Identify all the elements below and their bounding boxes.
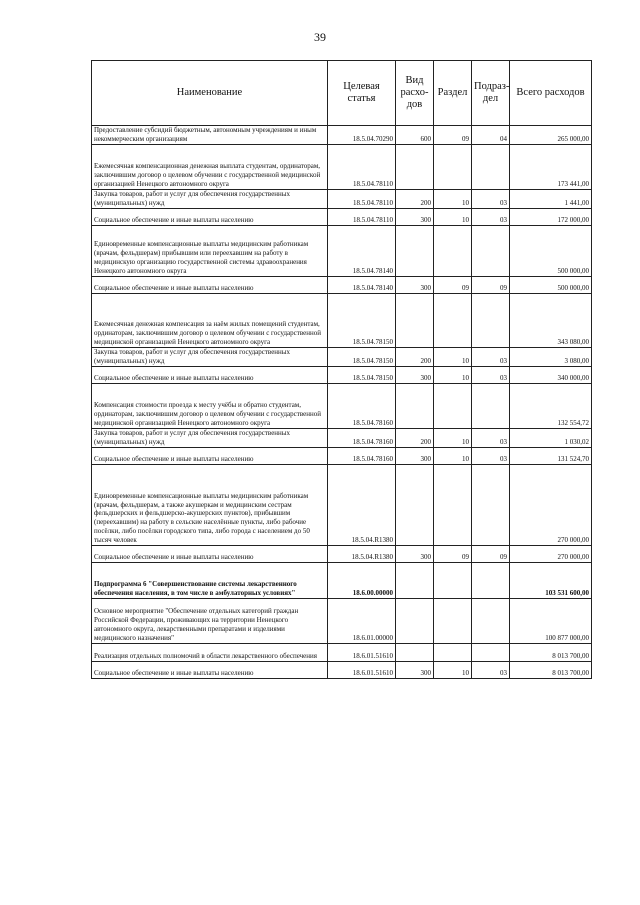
- cell-podrazdel: [472, 293, 510, 347]
- table-row: [92, 383, 592, 428]
- cell-total: 500 000,00: [510, 225, 592, 276]
- table-body: [92, 126, 592, 679]
- header-vid: Вид расхо-дов: [396, 61, 434, 126]
- cell-podrazdel: 04: [472, 126, 510, 145]
- cell-podrazdel: [472, 562, 510, 598]
- cell-code: 18.5.04.78160: [328, 383, 396, 428]
- cell-vid: [396, 293, 434, 347]
- header-total: Всего расходов: [510, 61, 592, 126]
- cell-total: 270 000,00: [510, 545, 592, 562]
- cell-code: 18.5.04.R1380: [328, 464, 396, 545]
- cell-podrazdel: 09: [472, 276, 510, 293]
- cell-razdel: [434, 562, 472, 598]
- cell-razdel: 09: [434, 545, 472, 562]
- cell-total: 131 524,70: [510, 447, 592, 464]
- page-number: 39: [314, 30, 326, 44]
- table-row: [92, 208, 592, 225]
- cell-name: Подпрограмма 6 "Совершенствование системы лекарственного обеспечения населения, в том числе в амбулаторных условиях": [92, 562, 328, 598]
- cell-podrazdel: [472, 464, 510, 545]
- cell-name: Закупка товаров, работ и услуг для обеспечения государственных (муниципальных) нужд: [92, 347, 328, 366]
- cell-code: 18.6.01.00000: [328, 598, 396, 643]
- cell-podrazdel: [472, 144, 510, 189]
- cell-name: Социальное обеспечение и иные выплаты населению: [92, 276, 328, 293]
- table-row: [92, 464, 592, 545]
- cell-name: Социальное обеспечение и иные выплаты населению: [92, 661, 328, 678]
- table-row: [92, 293, 592, 347]
- cell-name: Единовременные компенсационные выплаты медицинским работникам (врачам, фельдшерам, а также акушеркам и медицинским сестрам фельдшерских и фельдшерско-акушерских пунктов), прибывшим (переехавшим) на работу в сельские населённые пункты, либо рабочие посёлки, либо посёлки городского типа, либо города с населением до 50 тысяч человек: [92, 464, 328, 545]
- cell-vid: 200: [396, 428, 434, 447]
- cell-vid: 200: [396, 347, 434, 366]
- cell-code: 18.6.00.00000: [328, 562, 396, 598]
- cell-total: 343 080,00: [510, 293, 592, 347]
- cell-total: 1 441,00: [510, 189, 592, 208]
- cell-total: 340 000,00: [510, 366, 592, 383]
- cell-razdel: [434, 293, 472, 347]
- cell-name: Ежемесячная компенсационная денежная выплата студентам, ординаторам, заключившим договор о целевом обучении с государственной медицинской организацией Ненецкого автономного округа: [92, 144, 328, 189]
- cell-razdel: 10: [434, 428, 472, 447]
- cell-vid: [396, 598, 434, 643]
- cell-razdel: 10: [434, 189, 472, 208]
- table-row: [92, 447, 592, 464]
- table-row: [92, 144, 592, 189]
- cell-code: 18.5.04.78140: [328, 225, 396, 276]
- cell-vid: [396, 383, 434, 428]
- cell-razdel: 09: [434, 276, 472, 293]
- cell-vid: [396, 464, 434, 545]
- table-row: [92, 661, 592, 678]
- cell-razdel: 10: [434, 447, 472, 464]
- cell-total: 103 531 600,00: [510, 562, 592, 598]
- cell-name: Ежемесячная денежная компенсация за наём жилых помещений студентам, ординаторам, заключившим договор о целевом обучении с государственной медицинской организацией Ненецкого автономного округа: [92, 293, 328, 347]
- table-row: [92, 598, 592, 643]
- cell-podrazdel: [472, 225, 510, 276]
- table-row: [92, 562, 592, 598]
- table-row: [92, 126, 592, 145]
- cell-name: Реализация отдельных полномочий в области лекарственного обеспечения: [92, 643, 328, 661]
- cell-total: 100 877 000,00: [510, 598, 592, 643]
- cell-total: 132 554,72: [510, 383, 592, 428]
- cell-name: Основное мероприятие "Обеспечение отдельных категорий граждан Российской Федерации, проживающих на территории Ненецкого автономного округа, лекарственными препаратами и изделиями медицинского назначения": [92, 598, 328, 643]
- cell-podrazdel: 03: [472, 208, 510, 225]
- cell-name: Закупка товаров, работ и услуг для обеспечения государственных (муниципальных) нужд: [92, 189, 328, 208]
- cell-code: 18.6.01.51610: [328, 643, 396, 661]
- cell-code: 18.5.04.78150: [328, 347, 396, 366]
- cell-vid: 300: [396, 447, 434, 464]
- cell-podrazdel: 03: [472, 347, 510, 366]
- cell-total: 8 013 700,00: [510, 643, 592, 661]
- cell-vid: 300: [396, 366, 434, 383]
- cell-razdel: 10: [434, 661, 472, 678]
- cell-total: 1 030,02: [510, 428, 592, 447]
- table-row: [92, 276, 592, 293]
- cell-razdel: 10: [434, 347, 472, 366]
- cell-code: 18.5.04.78140: [328, 276, 396, 293]
- cell-podrazdel: [472, 643, 510, 661]
- cell-total: 270 000,00: [510, 464, 592, 545]
- cell-total: 500 000,00: [510, 276, 592, 293]
- cell-name: Единовременные компенсационные выплаты медицинским работникам (врачам, фельдшерам) прибывшим или переехавшим на работу в медицинскую организацию государственной системы здравоохранения Ненецкого автономного округа: [92, 225, 328, 276]
- table-header: [92, 61, 592, 126]
- cell-podrazdel: [472, 383, 510, 428]
- cell-vid: 300: [396, 208, 434, 225]
- cell-razdel: [434, 643, 472, 661]
- cell-vid: 300: [396, 661, 434, 678]
- cell-vid: 300: [396, 276, 434, 293]
- cell-podrazdel: 03: [472, 189, 510, 208]
- cell-name: Предоставление субсидий бюджетным, автономным учреждениям и иным некоммерческим организациям: [92, 126, 328, 145]
- cell-podrazdel: [472, 598, 510, 643]
- cell-vid: 300: [396, 545, 434, 562]
- table-row: [92, 428, 592, 447]
- cell-podrazdel: 09: [472, 545, 510, 562]
- header-razdel: Раздел: [434, 61, 472, 126]
- cell-podrazdel: 03: [472, 428, 510, 447]
- cell-name: Социальное обеспечение и иные выплаты населению: [92, 208, 328, 225]
- cell-podrazdel: 03: [472, 447, 510, 464]
- cell-total: 265 000,00: [510, 126, 592, 145]
- cell-code: 18.5.04.78110: [328, 208, 396, 225]
- header-podrazdel: Подраз-дел: [472, 61, 510, 126]
- cell-razdel: [434, 598, 472, 643]
- table-row: [92, 189, 592, 208]
- cell-razdel: 10: [434, 366, 472, 383]
- table-row: [92, 545, 592, 562]
- cell-name: Закупка товаров, работ и услуг для обеспечения государственных (муниципальных) нужд: [92, 428, 328, 447]
- table-row: [92, 643, 592, 661]
- cell-name: Социальное обеспечение и иные выплаты населению: [92, 366, 328, 383]
- cell-code: 18.6.01.51610: [328, 661, 396, 678]
- table-row: [92, 225, 592, 276]
- cell-code: 18.5.04.78160: [328, 428, 396, 447]
- cell-code: 18.5.04.78110: [328, 189, 396, 208]
- cell-total: 173 441,00: [510, 144, 592, 189]
- table-row: [92, 347, 592, 366]
- cell-podrazdel: 03: [472, 661, 510, 678]
- header-name: Наименование: [92, 61, 328, 126]
- header-code: Целевая статья: [328, 61, 396, 126]
- cell-razdel: [434, 383, 472, 428]
- cell-vid: 200: [396, 189, 434, 208]
- cell-vid: [396, 225, 434, 276]
- cell-code: 18.5.04.R1380: [328, 545, 396, 562]
- cell-razdel: [434, 144, 472, 189]
- cell-code: 18.5.04.78160: [328, 447, 396, 464]
- cell-total: 3 080,00: [510, 347, 592, 366]
- cell-razdel: 09: [434, 126, 472, 145]
- cell-name: Социальное обеспечение и иные выплаты населению: [92, 447, 328, 464]
- table-row: [92, 366, 592, 383]
- cell-name: Компенсация стоимости проезда к месту учёбы и обратно студентам, ординаторам, заключившим договор о целевом обучении с государственной медицинской организацией Ненецкого автономного округа: [92, 383, 328, 428]
- cell-razdel: [434, 225, 472, 276]
- cell-razdel: [434, 464, 472, 545]
- cell-vid: 600: [396, 126, 434, 145]
- budget-table: [91, 60, 592, 679]
- cell-code: 18.5.04.70290: [328, 126, 396, 145]
- cell-vid: [396, 144, 434, 189]
- cell-code: 18.5.04.78110: [328, 144, 396, 189]
- cell-razdel: 10: [434, 208, 472, 225]
- cell-name: Социальное обеспечение и иные выплаты населению: [92, 545, 328, 562]
- cell-vid: [396, 643, 434, 661]
- cell-code: 18.5.04.78150: [328, 293, 396, 347]
- cell-code: 18.5.04.78150: [328, 366, 396, 383]
- cell-total: 172 000,00: [510, 208, 592, 225]
- cell-podrazdel: 03: [472, 366, 510, 383]
- cell-vid: [396, 562, 434, 598]
- cell-total: 8 013 700,00: [510, 661, 592, 678]
